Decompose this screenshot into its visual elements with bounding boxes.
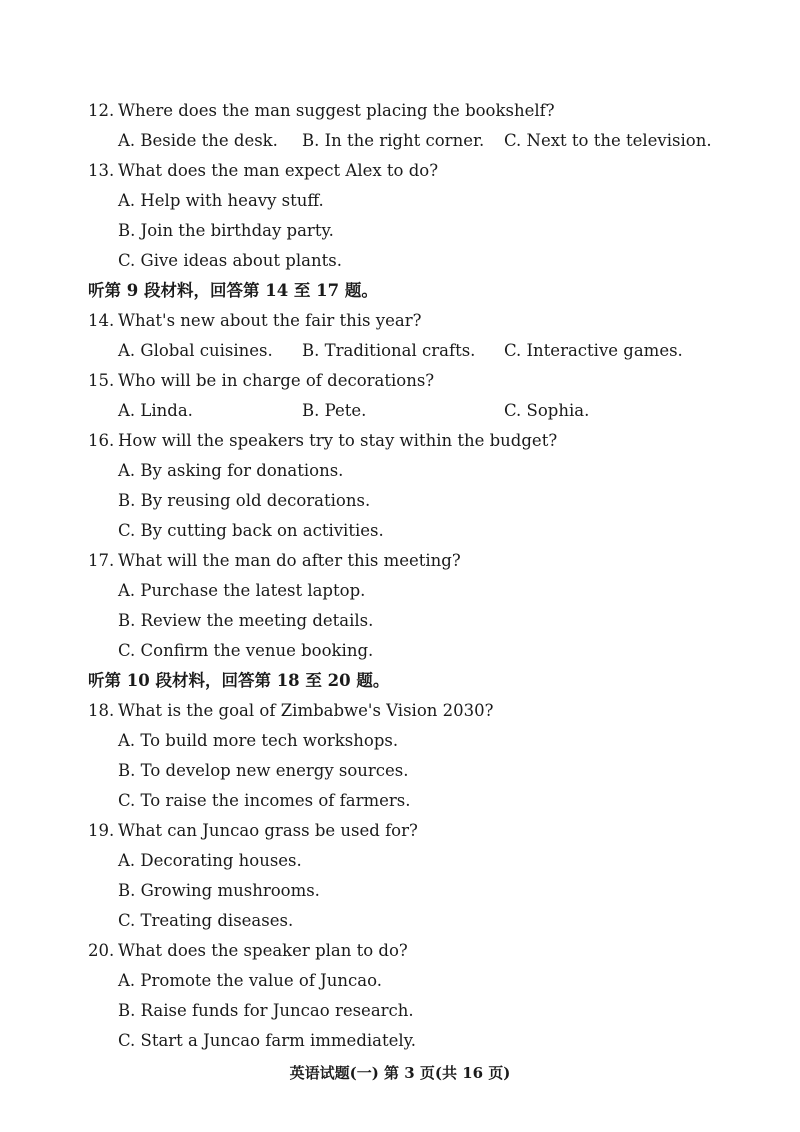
option-a[interactable]: A. Linda. — [118, 401, 193, 420]
section-heading: 听第 9 段材料，回答第 14 至 17 题。 — [88, 281, 378, 300]
option-c[interactable]: C. Treating diseases. — [118, 911, 294, 930]
option-b[interactable]: B. Traditional crafts. — [302, 341, 476, 360]
question-number: 17. — [88, 551, 115, 570]
option-c[interactable]: C. To raise the incomes of farmers. — [118, 791, 411, 810]
option-a[interactable]: A. Help with heavy stuff. — [118, 191, 324, 210]
option-c[interactable]: C. Interactive games. — [504, 341, 683, 360]
option-b[interactable]: B. By reusing old decorations. — [118, 491, 371, 510]
question-text: What's new about the fair this year? — [118, 311, 422, 330]
question-number: 14. — [88, 311, 115, 330]
option-a[interactable]: A. Beside the desk. — [118, 131, 278, 150]
option-c[interactable]: C. Give ideas about plants. — [118, 251, 342, 270]
question-number: 13. — [88, 161, 115, 180]
question-text: What can Juncao grass be used for? — [118, 821, 418, 840]
option-c[interactable]: C. Start a Juncao farm immediately. — [118, 1031, 417, 1050]
option-b[interactable]: B. Review the meeting details. — [118, 611, 374, 630]
question-text: What is the goal of Zimbabwe's Vision 2030? — [118, 701, 494, 720]
option-a[interactable]: A. By asking for donations. — [118, 461, 344, 480]
option-c[interactable]: C. Sophia. — [504, 401, 590, 420]
question-text: Where does the man suggest placing the bookshelf? — [118, 101, 555, 120]
option-a[interactable]: A. Global cuisines. — [118, 341, 273, 360]
question-text: What does the man expect Alex to do? — [118, 161, 439, 180]
option-b[interactable]: B. Join the birthday party. — [118, 221, 334, 240]
question-number: 20. — [88, 941, 115, 960]
question-text: What will the man do after this meeting? — [118, 551, 461, 570]
option-a[interactable]: A. To build more tech workshops. — [118, 731, 399, 750]
option-a[interactable]: A. Promote the value of Juncao. — [118, 971, 383, 990]
question-number: 19. — [88, 821, 115, 840]
option-b[interactable]: B. Pete. — [302, 401, 367, 420]
section-heading: 听第 10 段材料，回答第 18 至 20 题。 — [88, 671, 390, 690]
option-c[interactable]: C. By cutting back on activities. — [118, 521, 384, 540]
question-number: 15. — [88, 371, 115, 390]
question-number: 18. — [88, 701, 115, 720]
question-text: Who will be in charge of decorations? — [118, 371, 435, 390]
question-number: 12. — [88, 101, 115, 120]
question-number: 16. — [88, 431, 115, 450]
option-b[interactable]: B. Raise funds for Juncao research. — [118, 1001, 414, 1020]
option-c[interactable]: C. Confirm the venue booking. — [118, 641, 374, 660]
option-a[interactable]: A. Decorating houses. — [118, 851, 302, 870]
question-text: What does the speaker plan to do? — [118, 941, 408, 960]
option-b[interactable]: B. Growing mushrooms. — [118, 881, 320, 900]
question-text: How will the speakers try to stay within the budget? — [118, 431, 558, 450]
page-footer: 英语试题(一) 第 3 页(共 16 页) — [289, 1064, 511, 1082]
option-b[interactable]: B. In the right corner. — [302, 131, 485, 150]
option-c[interactable]: C. Next to the television. — [504, 131, 712, 150]
option-b[interactable]: B. To develop new energy sources. — [118, 761, 409, 780]
option-a[interactable]: A. Purchase the latest laptop. — [118, 581, 366, 600]
